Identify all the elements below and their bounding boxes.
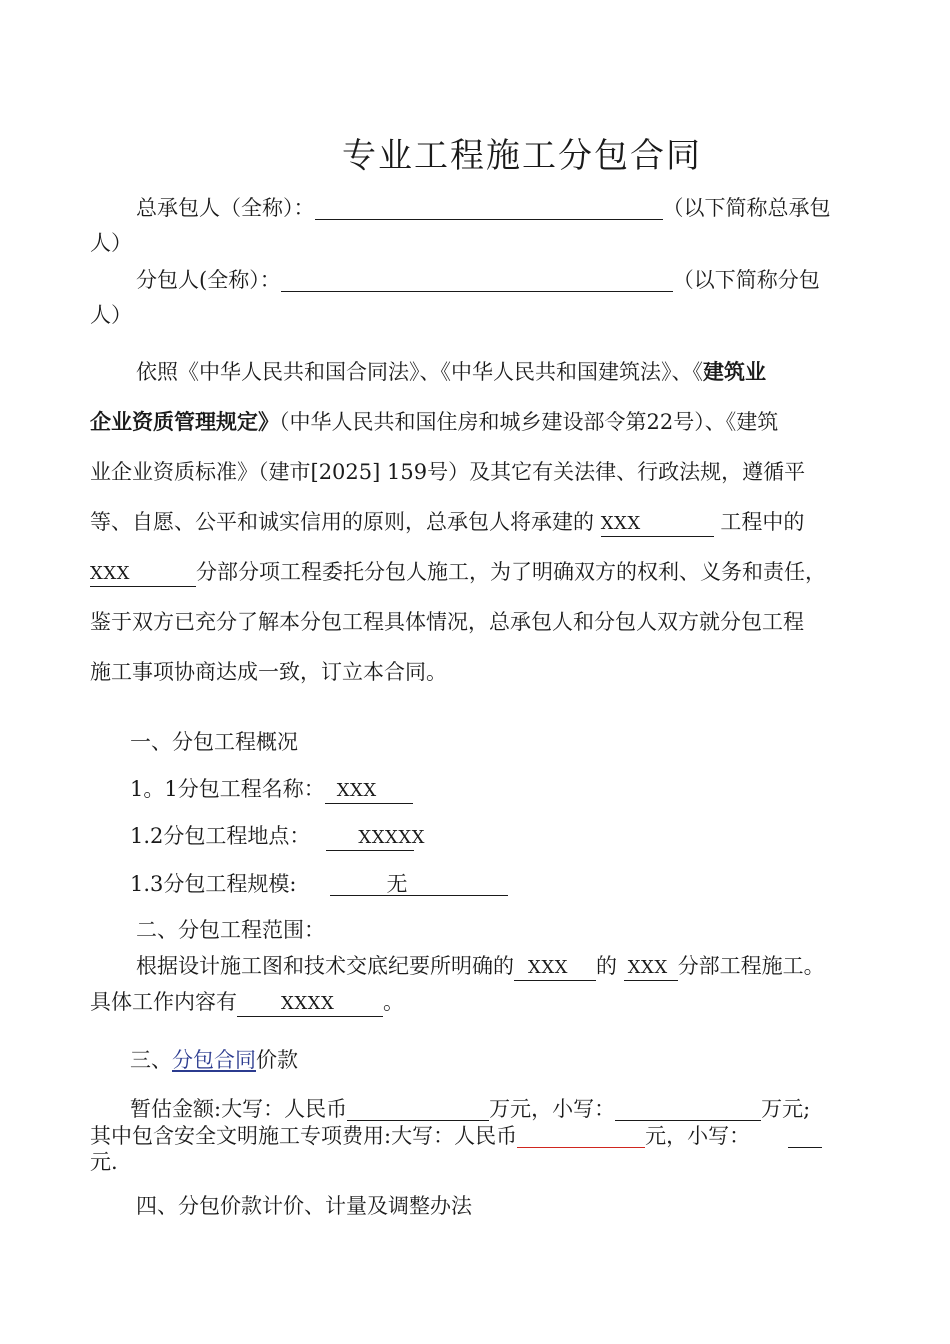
scope-drawing-field[interactable]: XXX	[514, 957, 596, 981]
section-2-heading: 二、分包工程范围：	[136, 918, 325, 942]
section-3-heading: 三、分包合同价款	[130, 1048, 298, 1072]
document-title: 专业工程施工分包合同	[342, 136, 702, 176]
scope-line-1: 根据设计施工图和技术交底纪要所明确的 XXX 的 XXX 分部工程施工。	[136, 952, 825, 981]
project-location-row: 1.2分包工程地点： XXXXX	[130, 822, 414, 851]
intro-line-7: 施工事项协商达成一致，订立本合同。	[90, 660, 447, 684]
intro-line-5: XXX 分部分项工程委托分包人施工，为了明确双方的权利、义务和责任，	[90, 558, 826, 587]
contractor-suffix-end: 人）	[90, 231, 132, 255]
contractor-label: 总承包人（全称）：	[136, 196, 315, 220]
intro-line-4: 等、自愿、公平和诚实信用的原则，总承包人将承建的 XXX 工程中的	[90, 508, 804, 537]
safety-fee-line: 其中包含安全文明施工专项费用:大写：人民币 元，小写：	[90, 1122, 822, 1150]
project-location-value[interactable]: XXXXX	[326, 827, 414, 851]
project-name-row: 1。1分包工程名称： XXX	[130, 775, 413, 804]
project-name-field[interactable]: XXX	[601, 513, 714, 537]
project-scale-row: 1.3分包工程规模: 无	[130, 870, 508, 898]
estimate-lower-field[interactable]	[615, 1098, 761, 1121]
subcontractor-suffix-end: 人）	[90, 303, 132, 327]
contract-link[interactable]: 分包合同	[172, 1048, 256, 1072]
contractor-line	[136, 194, 831, 222]
scope-part-field[interactable]: XXX	[624, 957, 678, 981]
section-1-heading: 一、分包工程概况	[130, 730, 298, 754]
safety-fee-upper-field[interactable]	[517, 1125, 645, 1148]
subcontractor-name-blank[interactable]	[281, 269, 673, 292]
contractor-suffix: （以下简称总承包	[662, 196, 831, 220]
project-name-value[interactable]: XXX	[325, 780, 413, 804]
intro-line-6: 鉴于双方已充分了解本分包工程具体情况，总承包人和分包人双方就分包工程	[90, 610, 804, 634]
estimate-line: 暂估金额:大写：人民币 万元，小写： 万元;	[130, 1097, 811, 1121]
scope-line-2: 具体工作内容有 XXXX 。	[90, 988, 404, 1017]
intro-line-1: 依照《中华人民共和国合同法》、《中华人民共和国建筑法》、《建筑业	[136, 359, 766, 384]
project-scale-value[interactable]: 无	[330, 873, 508, 896]
subcontractor-label: 分包人(全称）：	[136, 268, 281, 292]
subcontractor-suffix: （以下简称分包	[672, 268, 820, 292]
subproject-field[interactable]: XXX	[90, 563, 196, 587]
contractor-name-blank[interactable]	[315, 197, 663, 220]
intro-line-3: 业企业资质标准》（建市[2025] 159号）及其它有关法律、行政法规，遵循平	[90, 460, 806, 484]
section-4-heading: 四、分包价款计价、计量及调整办法	[136, 1194, 472, 1218]
safety-fee-unit: 元.	[90, 1150, 118, 1174]
work-content-field[interactable]: XXXX	[237, 993, 383, 1017]
subcontractor-line	[136, 266, 820, 294]
safety-fee-lower-field[interactable]	[788, 1125, 822, 1148]
estimate-upper-field[interactable]	[347, 1098, 489, 1121]
intro-line-2: 企业资质管理规定》（中华人民共和国住房和城乡建设部令第22号）、《建筑	[90, 409, 779, 434]
